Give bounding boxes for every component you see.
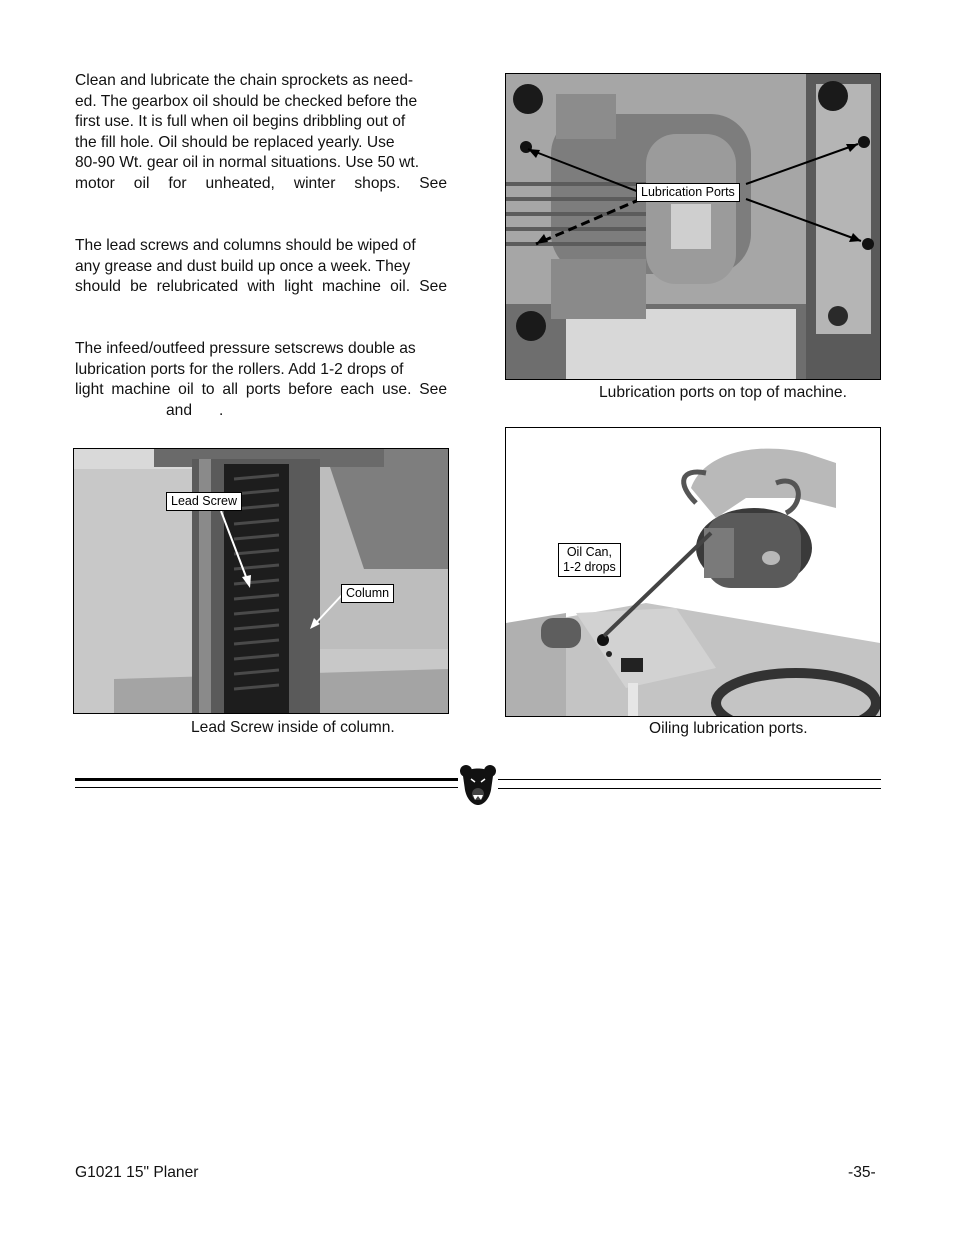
setscrew-paragraph (75, 339, 447, 421)
text-line-tail (75, 401, 447, 422)
text-line: motor oil for unheated, winter shops. See (75, 174, 447, 192)
lubrication-ports-callout: Lubrication Ports (636, 183, 740, 202)
text-line: light machine oil to all ports before each use. See (75, 381, 447, 399)
period: . (219, 401, 224, 419)
oil-can-caption: Oiling lubrication ports. (649, 720, 808, 737)
footer-model: G1021 15" Planer (75, 1164, 199, 1181)
oil-can-callout (558, 543, 621, 577)
footer-page-number: -35- (848, 1164, 876, 1181)
text-line: 80-90 Wt. gear oil in normal situations. Use 50 wt. (75, 154, 420, 172)
lead-screw-paragraph (75, 236, 447, 298)
text-line: lubrication ports for the rollers. Add 1-2 drops of (75, 360, 404, 378)
text-line: the fill hole. Oil should be replaced yearly. Use (75, 133, 395, 151)
lubrication-ports-caption: Lubrication ports on top of machine. (599, 384, 847, 401)
text-line: The lead screws and columns should be wiped of (75, 237, 416, 254)
text-line: ed. The gearbox oil should be checked before the (75, 92, 418, 110)
text-line: The infeed/outfeed pressure setscrews double as (75, 340, 416, 357)
divider-rule-top-left (75, 778, 458, 781)
divider-rule-bottom-left (75, 787, 458, 788)
lead-screw-callout: Lead Screw (166, 492, 242, 511)
bear-head-icon (459, 764, 497, 806)
lubrication-ports-photo (505, 73, 881, 380)
text-line: Clean and lubricate the chain sprockets as need- (75, 72, 414, 89)
divider-rule-top-right (498, 779, 881, 780)
and-word: and (166, 401, 193, 419)
lead-screw-photo (73, 448, 449, 714)
lead-screw-caption: Lead Screw inside of column. (191, 719, 395, 736)
divider-rule-bottom-right (498, 788, 881, 789)
text-line: first use. It is full when oil begins dribbling out of (75, 113, 406, 131)
text-line: any grease and dust build up once a week. They (75, 257, 411, 275)
oil-can-callout-line2: 1-2 drops (563, 560, 616, 574)
text-line: should be relubricated with light machine oil. See (75, 278, 447, 296)
column-callout: Column (341, 584, 394, 603)
machine-top-illustration (506, 74, 880, 379)
oil-can-callout-line1: Oil Can, (566, 545, 612, 559)
lead-screw-illustration (74, 449, 448, 713)
gearbox-paragraph (75, 71, 447, 195)
